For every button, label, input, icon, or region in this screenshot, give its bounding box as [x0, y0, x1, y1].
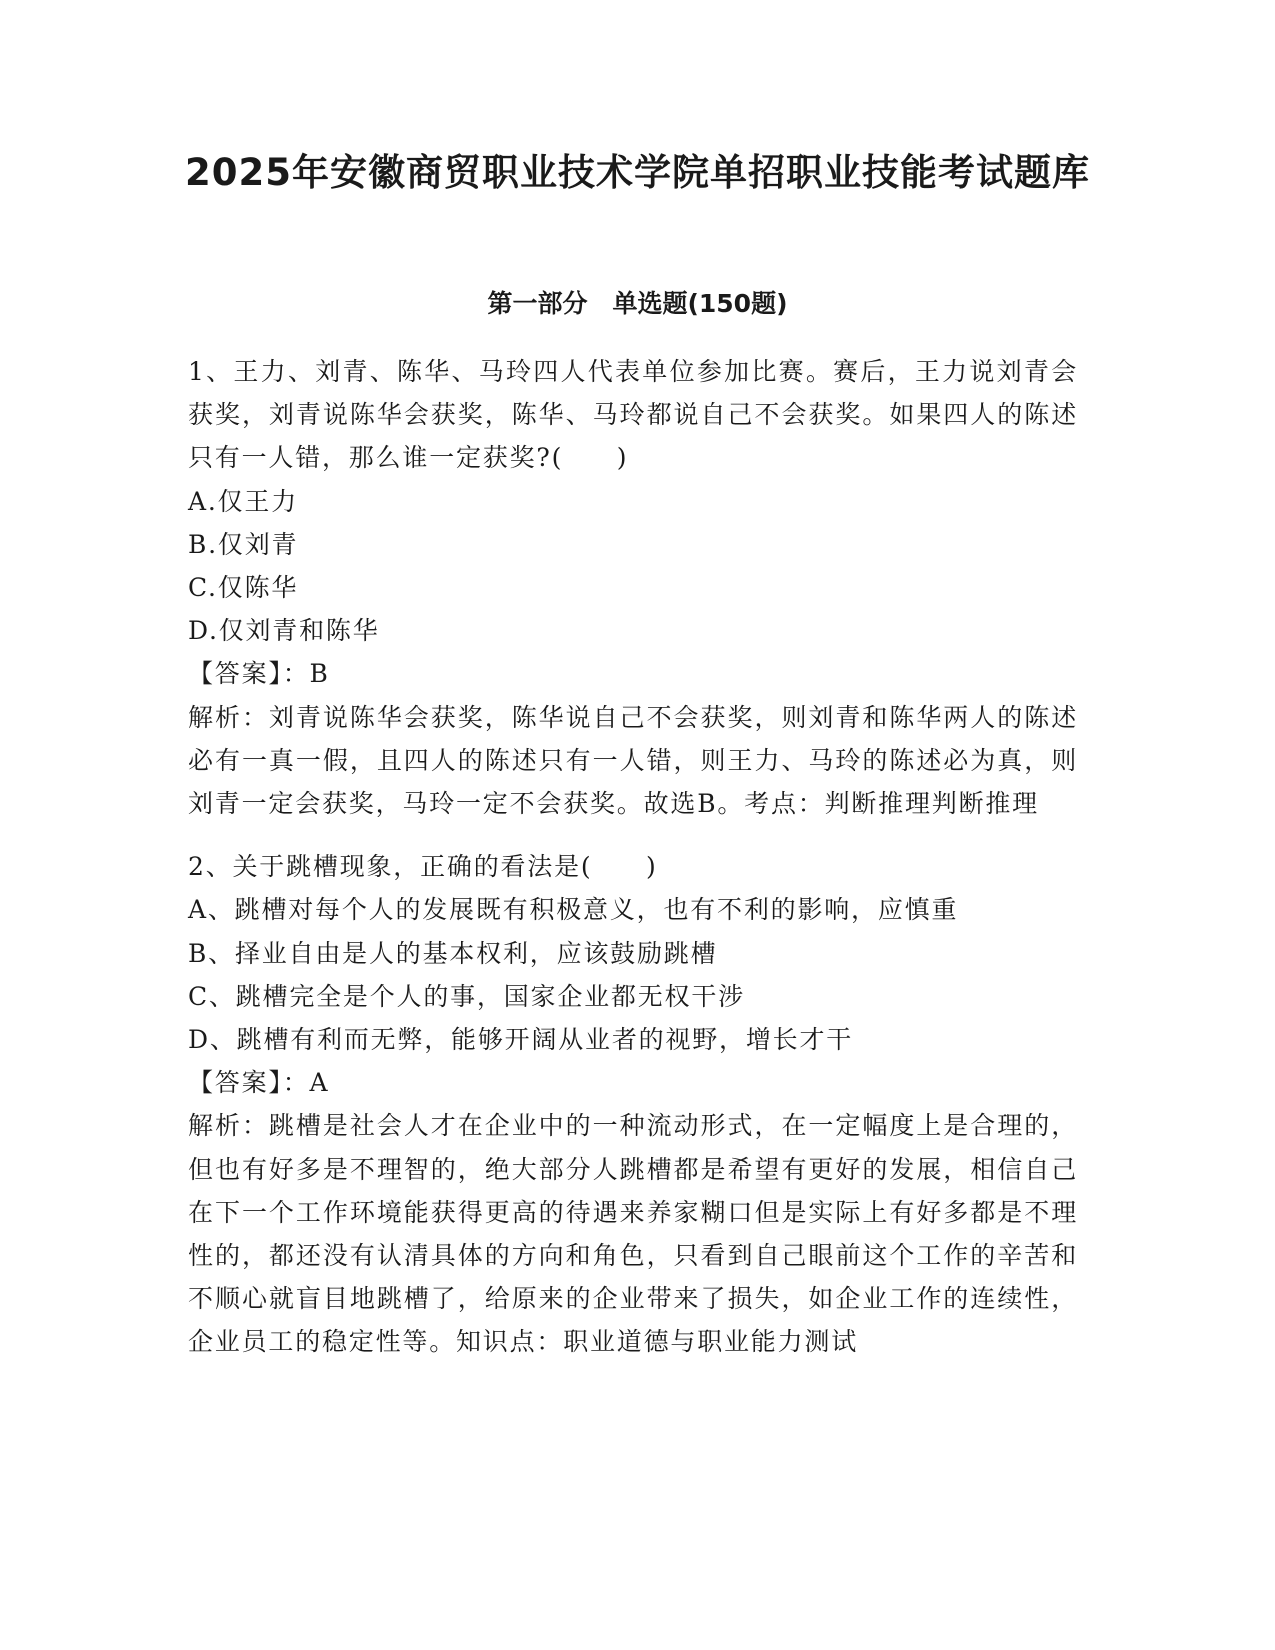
option-d: D、跳槽有利而无弊，能够开阔从业者的视野，增长才干 [188, 1025, 854, 1055]
explanation: 解析：刘青说陈华会获奖，陈华说自己不会获奖，则刘青和陈华两人的陈述必有一真一假，且四人的陈述只有一人错，则王力、马玲的陈述必为真，则刘青一定会获奖，马玲一定不会获奖。故选B。考点：判断推理判断推理 [188, 702, 1078, 819]
option-d: D.仅刘青和陈华 [188, 616, 380, 646]
section-title: 第一部分 单选题(150题) [487, 289, 788, 318]
document-title: 2025年安徽商贸职业技术学院单招职业技能考试题库 [185, 151, 1090, 194]
option-b: B.仅刘青 [188, 529, 299, 559]
question-list [188, 350, 1078, 1364]
option-a: A、跳槽对每个人的发展既有积极意义，也有不利的影响，应慎重 [188, 895, 959, 925]
question-2 [188, 845, 1078, 1363]
option-b: B、择业自由是人的基本权利，应该鼓励跳槽 [188, 938, 718, 968]
option-c: C.仅陈华 [188, 573, 299, 603]
question-stem: 1、王力、刘青、陈华、马玲四人代表单位参加比赛。赛后，王力说刘青会获奖，刘青说陈华会获奖，陈华、马玲都说自己不会获奖。如果四人的陈述只有一人错，那么谁一定获奖?( ) [188, 357, 1078, 473]
option-a: A.仅王力 [188, 486, 299, 516]
answer: 【答案】：B [188, 659, 330, 689]
option-c: C、跳槽完全是个人的事，国家企业都无权干涉 [188, 981, 745, 1011]
question-stem: 2、关于跳槽现象，正确的看法是( ) [188, 852, 658, 882]
answer: 【答案】：A [188, 1068, 330, 1098]
explanation: 解析：跳槽是社会人才在企业中的一种流动形式，在一定幅度上是合理的，但也有好多是不理智的，绝大部分人跳槽都是希望有更好的发展，相信自己在下一个工作环境能获得更高的待遇来养家糊口但是实际上有好多都是不理性的，都还没有认清具体的方向和角色，只看到自己眼前这个工作的辛苦和不顺心就盲目地跳槽了，给原来的企业带来了损失，如企业工作的连续性，企业员工的稳定性等。知识点：职业道德与职业能力测试 [188, 1111, 1078, 1357]
question-1 [188, 350, 1078, 825]
